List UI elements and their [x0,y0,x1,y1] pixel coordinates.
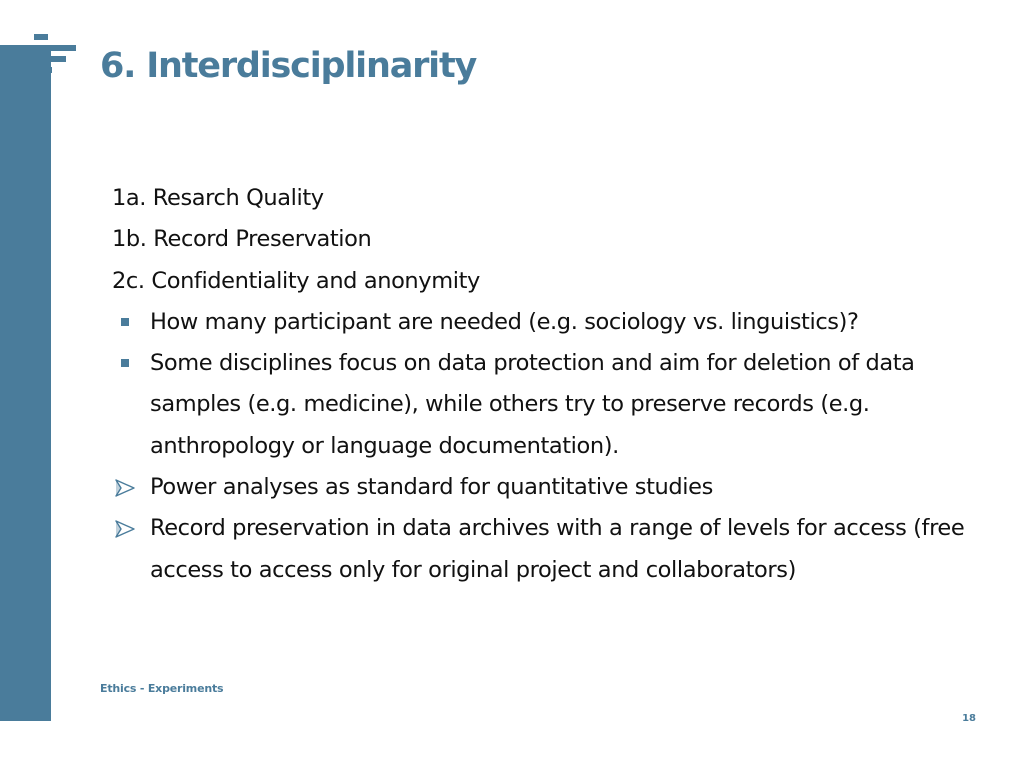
bullet-text: Power analyses as standard for quantitative studies [150,474,713,501]
arrow-bullet-icon [112,467,138,508]
arrow-bullet-icon [112,508,138,549]
bullet-text: Some disciplines focus on data protection and aim for deletion of data samples (e.g. medicine), while others try to preserve records (e.g. anthropology or language documentation). [150,350,915,459]
bullet-text: Record preservation in data archives with a range of levels for access (free access to access only for original project and collaborators) [150,515,965,583]
footer-text: Ethics - Experiments [100,682,224,695]
page-number: 18 [962,713,976,724]
logo-icon [0,0,80,90]
slide-content [112,178,992,591]
text-line: 2c. Confidentiality and anonymity [112,267,480,294]
square-bullet-item [112,302,992,343]
side-accent-bar [0,49,51,721]
slide-title: 6. Interdisciplinarity [100,46,477,86]
square-bullet-icon [112,343,138,384]
arrow-bullet-item [112,508,992,591]
text-line: 1b. Record Preservation [112,226,372,253]
arrow-bullet-item [112,467,992,508]
square-bullet-item [112,343,992,467]
square-bullet-icon [112,302,138,343]
bullet-text: How many participant are needed (e.g. sociology vs. linguistics)? [150,308,859,335]
text-line: 1a. Resarch Quality [112,185,324,211]
